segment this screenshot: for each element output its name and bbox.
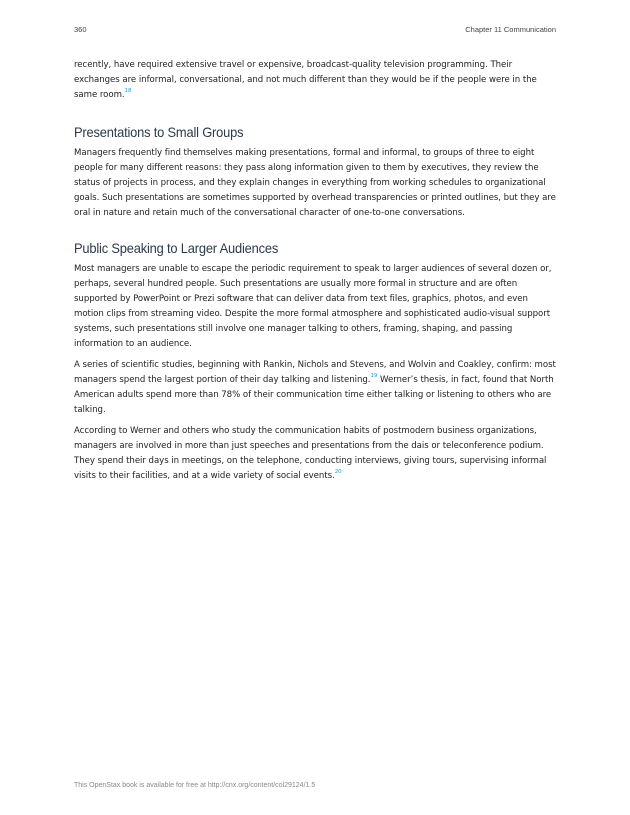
page-number: 360 xyxy=(74,25,87,34)
paragraph-text: According to Werner and others who study the communication habits of postmodern business organizations, managers are involved in more than just speeches and presentations from the dais or teleconference podium. They spend their days in meetings, on the telephone, conducting interviews, giving tours, supervising informal visits to their facilities, and at a wide variety of social events. xyxy=(74,426,547,481)
page-header xyxy=(74,25,556,37)
intro-paragraph xyxy=(74,58,558,103)
intro-text: recently, have required extensive travel or expensive, broadcast-quality television programming. Their exchanges are informal, conversational, and not much different than they would be if the people were in the same room. xyxy=(74,60,537,100)
larger-audiences-paragraph-2 xyxy=(74,358,558,418)
section-heading-larger-audiences: Public Speaking to Larger Audiences xyxy=(74,240,279,256)
footnote-link-20[interactable]: 20 xyxy=(334,469,342,475)
small-groups-paragraph: Managers frequently find themselves making presentations, formal and informal, to groups of three to eight people for many different reasons: they pass along information given to them by executives, they review the status of projects in process, and they explain changes in everything from working schedules to organizational goals. Such presentations are sometimes supported by overhead transparencies or printed outlines, but they are oral in nature and retain much of the conversational character of one-to-one conversations. xyxy=(74,148,556,218)
footnote-link-18[interactable]: 18 xyxy=(124,88,132,94)
section-heading-small-groups: Presentations to Small Groups xyxy=(74,124,244,140)
paragraph-text-after: Werner’s thesis, in fact, found that North American adults spend more than 78% of their communication time either talking or listening to others who are talking. xyxy=(74,375,554,415)
larger-audiences-paragraph-3 xyxy=(74,424,558,484)
chapter-title: Chapter 11 Communication xyxy=(465,25,556,34)
footnote-link-19[interactable]: 19 xyxy=(370,373,378,379)
page-footer: This OpenStax book is available for free at http://cnx.org/content/col29124/1.5 xyxy=(74,782,316,789)
larger-audiences-paragraph-1: Most managers are unable to escape the periodic requirement to speak to larger audiences of several dozen or, perhaps, several hundred people. Such presentations are usually more formal in structure and are often supported by PowerPoint or Prezi software that can deliver data from text files, graphics, photos, and even motion clips from streaming video. Despite the more formal atmosphere and sophisticated audio-visual support systems, such presentations still involve one manager talking to others, framing, shaping, and passing information to an audience. xyxy=(74,264,552,349)
page-content xyxy=(74,58,558,490)
paragraph-text-before: A series of scientific studies, beginning with Rankin, Nichols and Stevens, and Wolvin and Coakley, confirm: most managers spend the largest portion of their day talking and listening. xyxy=(74,360,556,385)
